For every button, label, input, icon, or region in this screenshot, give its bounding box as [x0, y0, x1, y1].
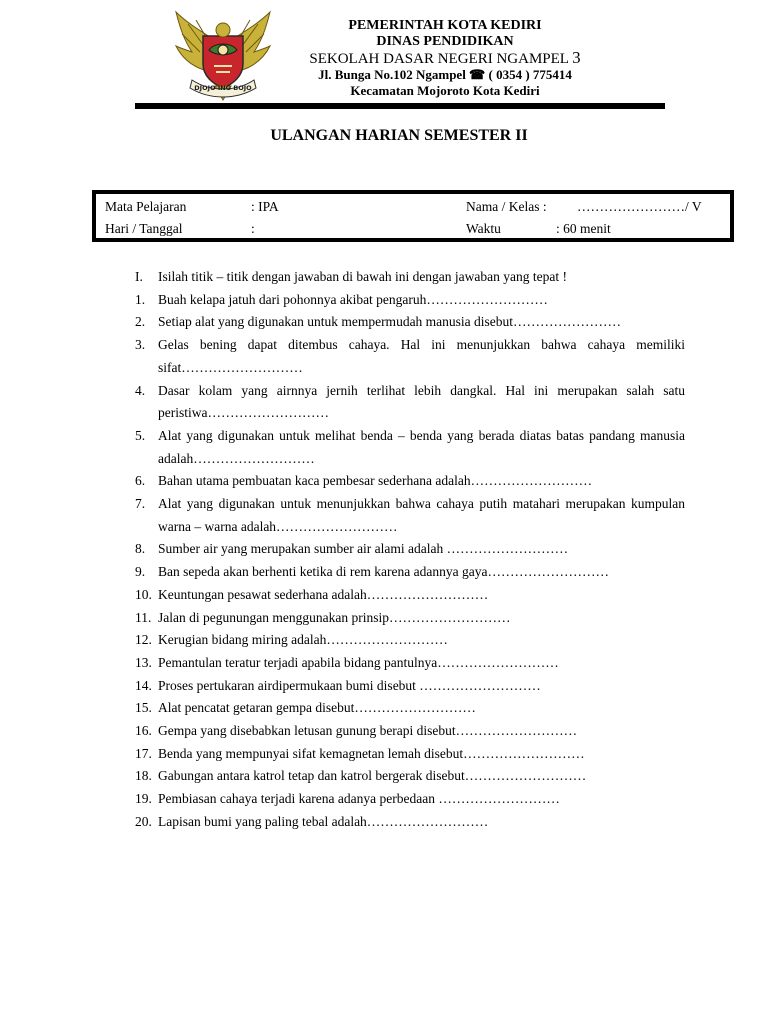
question-text: Setiap alat yang digunakan untuk mempermudah manusia disebut…………………… [158, 314, 622, 330]
question-text: Pembiasan cahaya terjadi karena adanya perbedaan ……………………… [158, 791, 560, 807]
question-item [135, 561, 685, 584]
question-item [135, 538, 685, 561]
city-emblem-logo [170, 6, 276, 102]
name-class-label: Nama / Kelas : [466, 199, 547, 214]
question-number: 13. [135, 654, 152, 670]
letterhead-school [280, 50, 610, 67]
logo-motto: DJOJO ING BOJO [194, 84, 252, 92]
letterhead-government: PEMERINTAH KOTA KEDIRI [348, 18, 542, 33]
question-number: 8. [135, 541, 146, 557]
question-text: Benda yang mempunyai sifat kemagnetan lemah disebut……………………… [158, 745, 585, 761]
exam-info-box [92, 190, 734, 242]
date-value: : [251, 221, 255, 236]
question-number: 14. [135, 677, 152, 693]
question-item [135, 493, 685, 538]
school-name: SEKOLAH DASAR NEGERI NGAMPEL [309, 51, 569, 67]
question-text: Pemantulan teratur terjadi apabila bidang pantulnya……………………… [158, 654, 559, 670]
question-item [135, 697, 685, 720]
question-text: Gelas bening dapat ditembus cahaya. Hal ini menunjukkan bahwa cahaya memiliki sifat……………………… [158, 337, 685, 375]
question-number: 18. [135, 768, 152, 784]
exam-title: ULANGAN HARIAN SEMESTER II [270, 127, 528, 144]
letterhead-divider [135, 103, 665, 109]
question-item [135, 629, 685, 652]
question-number: 11. [135, 609, 152, 625]
school-number: 3 [572, 48, 581, 67]
letterhead [280, 18, 610, 99]
question-number: 6. [135, 473, 146, 489]
question-text: Keuntungan pesawat sederhana adalah……………………… [158, 586, 489, 602]
question-text: Proses pertukaran airdipermukaan bumi disebut ……………………… [158, 677, 541, 693]
question-text: Gempa yang disebabkan letusan gunung berapi disebut……………………… [158, 723, 578, 739]
question-item [135, 675, 685, 698]
question-number: 2. [135, 314, 146, 330]
question-number: 20. [135, 813, 152, 829]
question-number: 1. [135, 291, 146, 307]
question-number: 19. [135, 791, 152, 807]
question-text: Buah kelapa jatuh dari pohonnya akibat pengaruh……………………… [158, 291, 548, 307]
question-text: Sumber air yang merupakan sumber air alami adalah ……………………… [158, 541, 569, 557]
question-text: Ban sepeda akan berhenti ketika di rem karena adannya gaya……………………… [158, 564, 609, 580]
letterhead-department: DINAS PENDIDIKAN [376, 34, 514, 49]
question-number: 12. [135, 632, 152, 648]
time-label: Waktu [466, 221, 501, 236]
question-text: Bahan utama pembuatan kaca pembesar sederhana adalah……………………… [158, 473, 593, 489]
question-item [135, 584, 685, 607]
question-item [135, 788, 685, 811]
question-number: I. [135, 269, 143, 284]
question-number: 5. [135, 427, 146, 443]
letterhead-district: Kecamatan Mojoroto Kota Kediri [350, 83, 540, 98]
question-item [135, 334, 685, 379]
question-number: 16. [135, 723, 152, 739]
question-text: Kerugian bidang miring adalah……………………… [158, 632, 448, 648]
question-list [135, 266, 685, 834]
question-number: 17. [135, 745, 152, 761]
question-item [135, 765, 685, 788]
name-class-value: ……………………/ V [577, 199, 702, 214]
question-number: 15. [135, 700, 152, 716]
question-item [135, 311, 685, 334]
question-item [135, 470, 685, 493]
question-text: Alat pencatat getaran gempa disebut……………………… [158, 700, 476, 716]
question-item [135, 652, 685, 675]
question-text: Lapisan bumi yang paling tebal adalah……………………… [158, 813, 489, 829]
question-number: 3. [135, 337, 146, 353]
question-number: 7. [135, 496, 146, 512]
date-label: Hari / Tanggal [105, 221, 183, 236]
question-text: Alat yang digunakan untuk melihat benda – benda yang berada diatas batas pandang manusia adalah……………………… [158, 427, 685, 466]
question-item [135, 720, 685, 743]
question-text: Alat yang digunakan untuk menunjukkan bahwa cahaya putih matahari merupakan kumpulan warna – warna adalah……………………… [158, 496, 685, 534]
subject-value: : IPA [251, 199, 279, 214]
subject-label: Mata Pelajaran [105, 199, 187, 214]
question-item [135, 425, 685, 470]
question-item [135, 607, 685, 630]
question-text: Dasar kolam yang airnnya jernih terlihat lebih dangkal. Hal ini merupakan salah satu peristiwa……………………… [158, 382, 685, 421]
letterhead-address: Jl. Bunga No.102 Ngampel ☎ ( 0354 ) 775414 [318, 67, 572, 82]
question-number: 10. [135, 586, 152, 602]
question-text: Jalan di pegunungan menggunakan prinsip……………………… [158, 609, 511, 625]
question-number: 4. [135, 382, 146, 398]
question-item [135, 811, 685, 834]
question-number: 9. [135, 564, 146, 580]
question-item [135, 289, 685, 312]
instruction-item [135, 266, 685, 289]
question-item [135, 380, 685, 425]
question-text: Isilah titik – titik dengan jawaban di bawah ini dengan jawaban yang tepat ! [158, 269, 568, 284]
time-value: : 60 menit [556, 221, 611, 236]
question-item [135, 743, 685, 766]
question-text: Gabungan antara katrol tetap dan katrol bergerak disebut……………………… [158, 768, 587, 784]
